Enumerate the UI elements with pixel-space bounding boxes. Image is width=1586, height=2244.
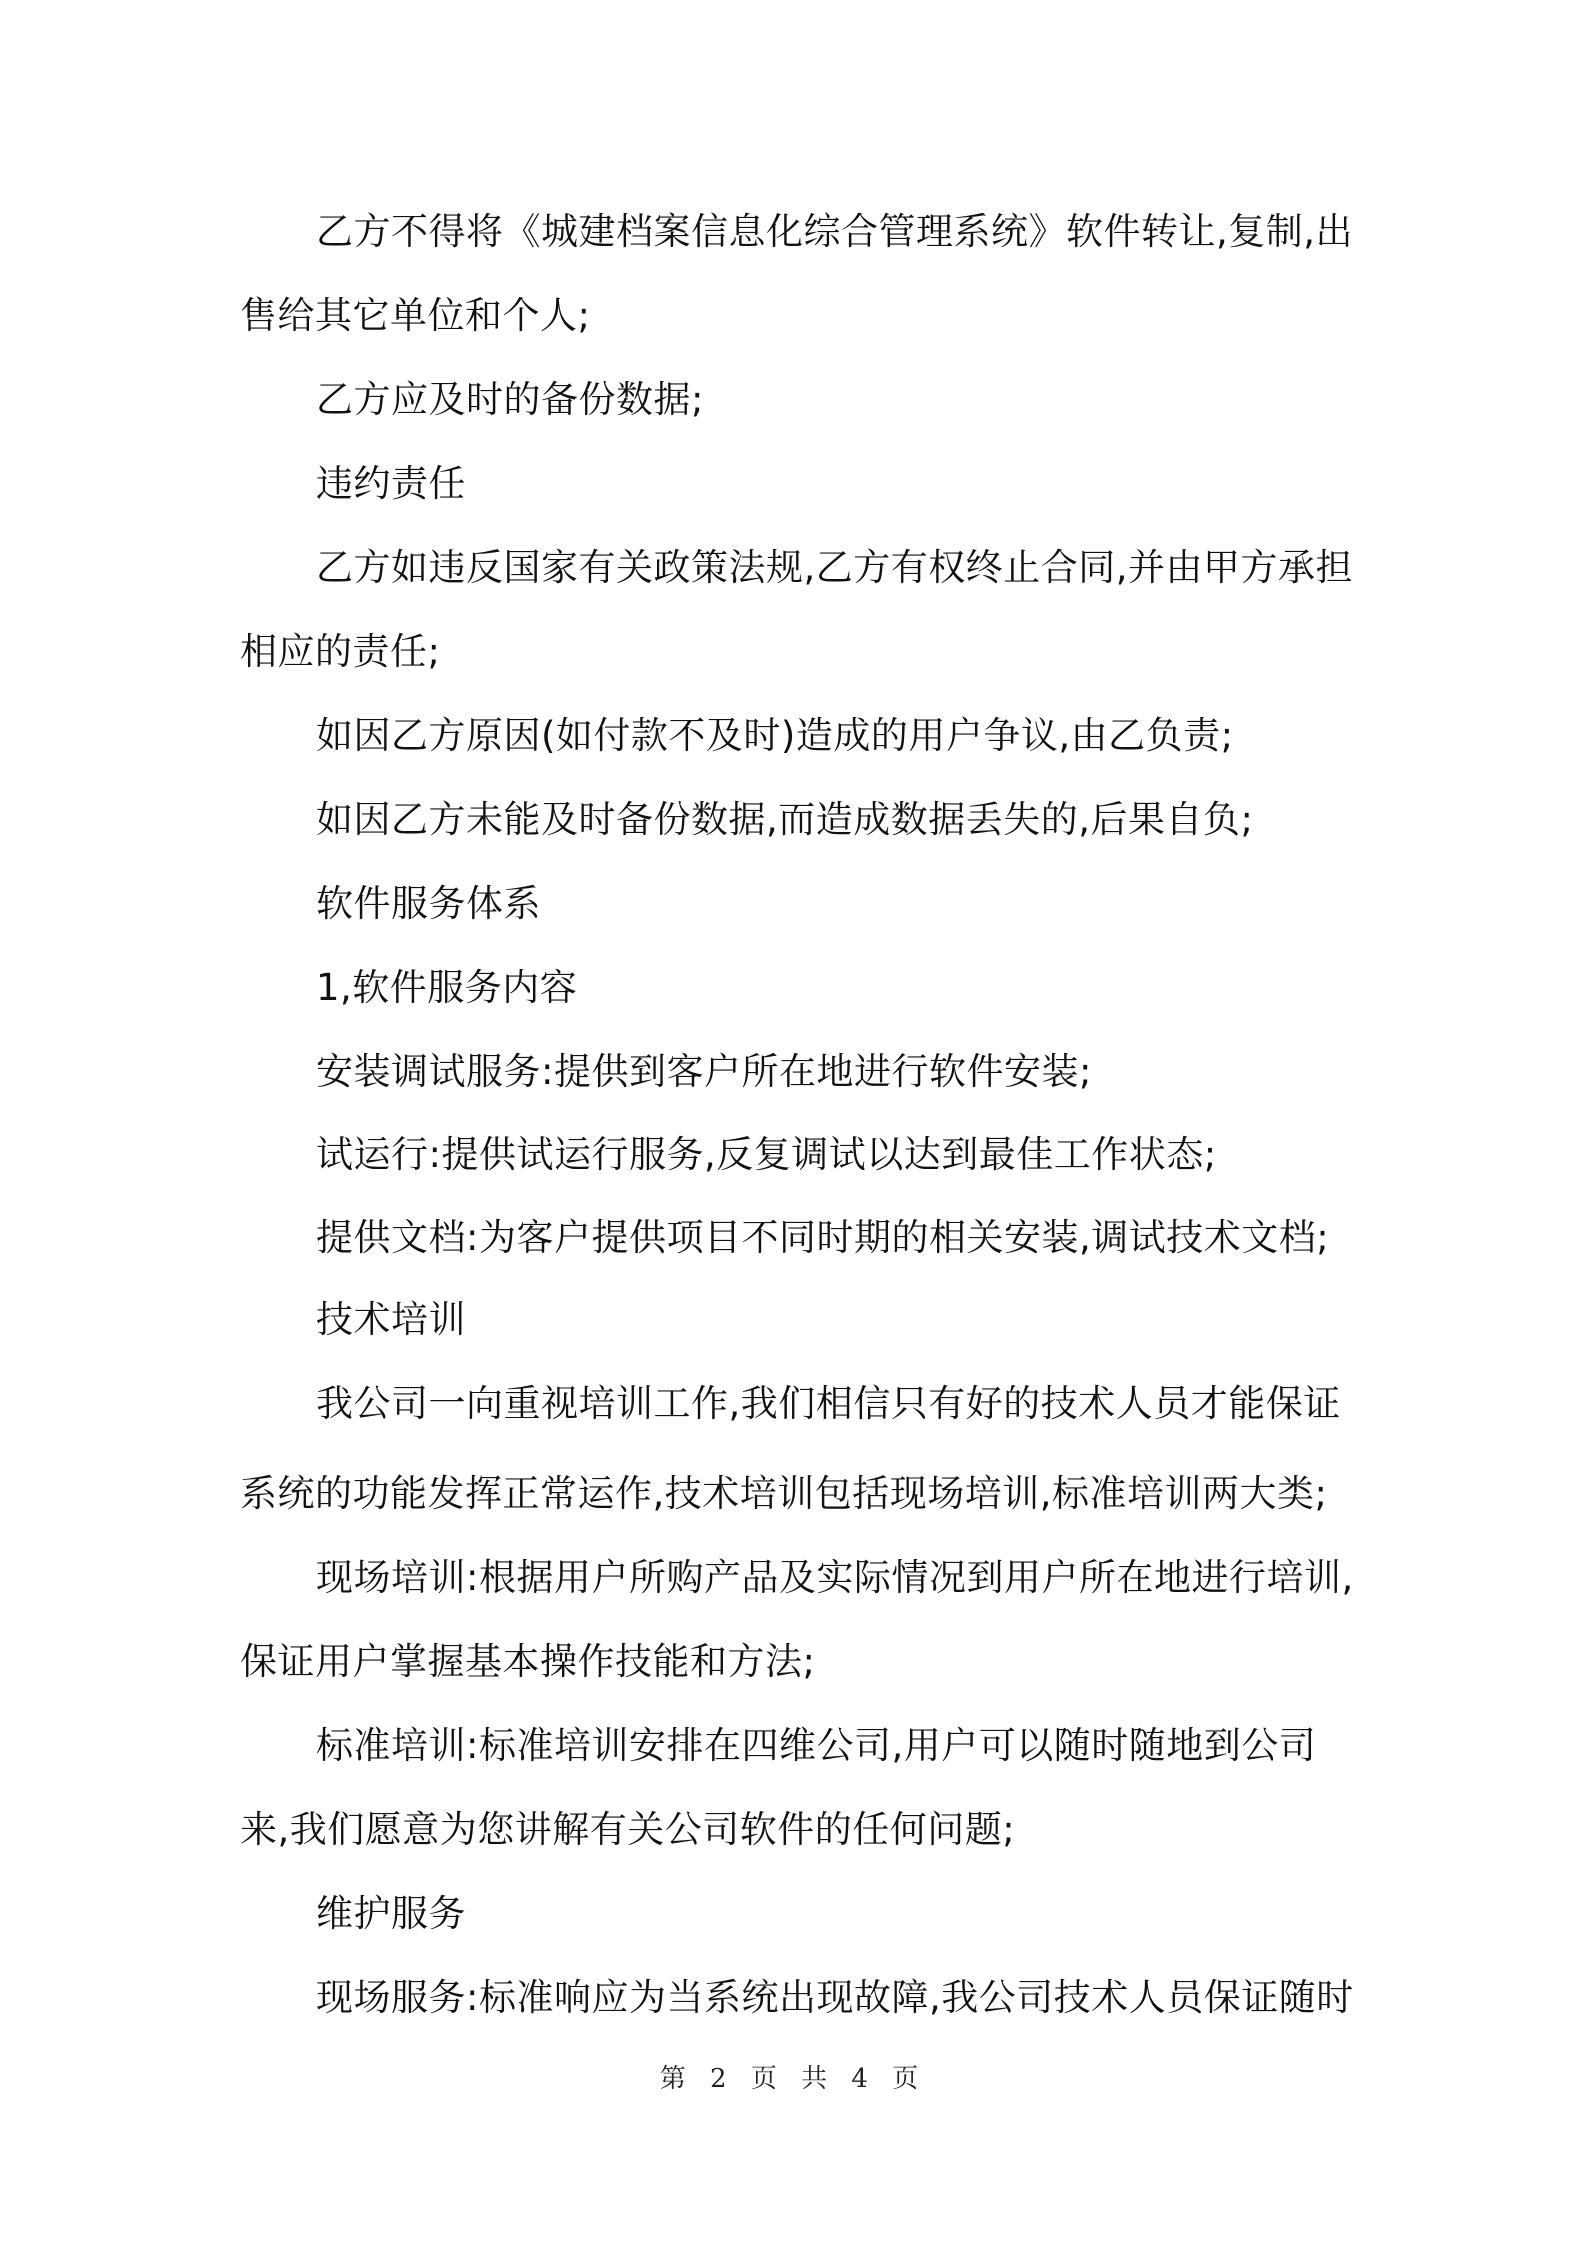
heading-breach-liability	[240, 442, 1355, 526]
text-line: 现场服务:标准响应为当系统出现故障,我公司技术人员保证随时	[316, 1976, 1354, 2019]
text-line: 保证用户掌握基本操作技能和方法;	[240, 1640, 816, 1683]
text-line: 标准培训:标准培训安排在四维公司,用户可以随时随地到公司	[316, 1724, 1317, 1767]
text-line: 乙方应及时的备份数据;	[316, 378, 704, 421]
text-line: 售给其它单位和个人;	[240, 294, 591, 337]
text-line: 安装调试服务:提供到客户所在地进行软件安装;	[316, 1050, 1092, 1093]
text-line: 维护服务	[316, 1892, 466, 1935]
text-line: 乙方不得将《城建档案信息化综合管理系统》软件转让,复制,出	[316, 210, 1354, 253]
text-line: 系统的功能发挥正常运作,技术培训包括现场培训,标准培训两大类;	[240, 1472, 1328, 1515]
text-line: 来,我们愿意为您讲解有关公司软件的任何问题;	[240, 1808, 1016, 1851]
paragraph-backup-clause	[240, 358, 1355, 442]
paragraph-transfer-clause	[240, 190, 1355, 358]
paragraph-installation	[240, 1030, 1355, 1114]
text-line: 乙方如违反国家有关政策法规,乙方有权终止合同,并由甲方承担	[316, 546, 1354, 589]
text-line: 技术培训	[316, 1298, 466, 1341]
paragraph-violation-clause	[240, 526, 1355, 694]
text-line: 相应的责任;	[240, 630, 441, 673]
page-number-footer: 第 2 页 共 4 页	[659, 2064, 927, 2094]
paragraph-training-overview	[240, 1362, 1355, 1536]
paragraph-documentation	[240, 1196, 1355, 1280]
text-line: 试运行:提供试运行服务,反复调试以达到最佳工作状态;	[316, 1133, 1217, 1176]
paragraph-trial-run	[240, 1113, 1355, 1197]
paragraph-data-loss	[240, 778, 1355, 862]
paragraph-standard-training	[240, 1704, 1355, 1872]
paragraph-payment-dispute	[240, 694, 1355, 778]
heading-technical-training	[240, 1278, 1355, 1362]
paragraph-onsite-training	[240, 1536, 1355, 1704]
text-line: 软件服务体系	[316, 882, 541, 925]
text-line: 违约责任	[316, 462, 466, 505]
text-line: 如因乙方原因(如付款不及时)造成的用户争议,由乙负责;	[316, 714, 1234, 757]
heading-service-system	[240, 862, 1355, 946]
heading-service-content	[240, 946, 1355, 1030]
heading-maintenance-service	[240, 1872, 1355, 1956]
text-line: 如因乙方未能及时备份数据,而造成数据丢失的,后果自负;	[316, 798, 1254, 841]
text-line: 我公司一向重视培训工作,我们相信只有好的技术人员才能保证	[316, 1382, 1341, 1425]
paragraph-onsite-service	[240, 1956, 1355, 2040]
text-line: 提供文档:为客户提供项目不同时期的相关安装,调试技术文档;	[316, 1216, 1330, 1259]
text-line: 现场培训:根据用户所购产品及实际情况到用户所在地进行培训,	[316, 1556, 1354, 1599]
text-line: 1,软件服务内容	[316, 966, 578, 1009]
